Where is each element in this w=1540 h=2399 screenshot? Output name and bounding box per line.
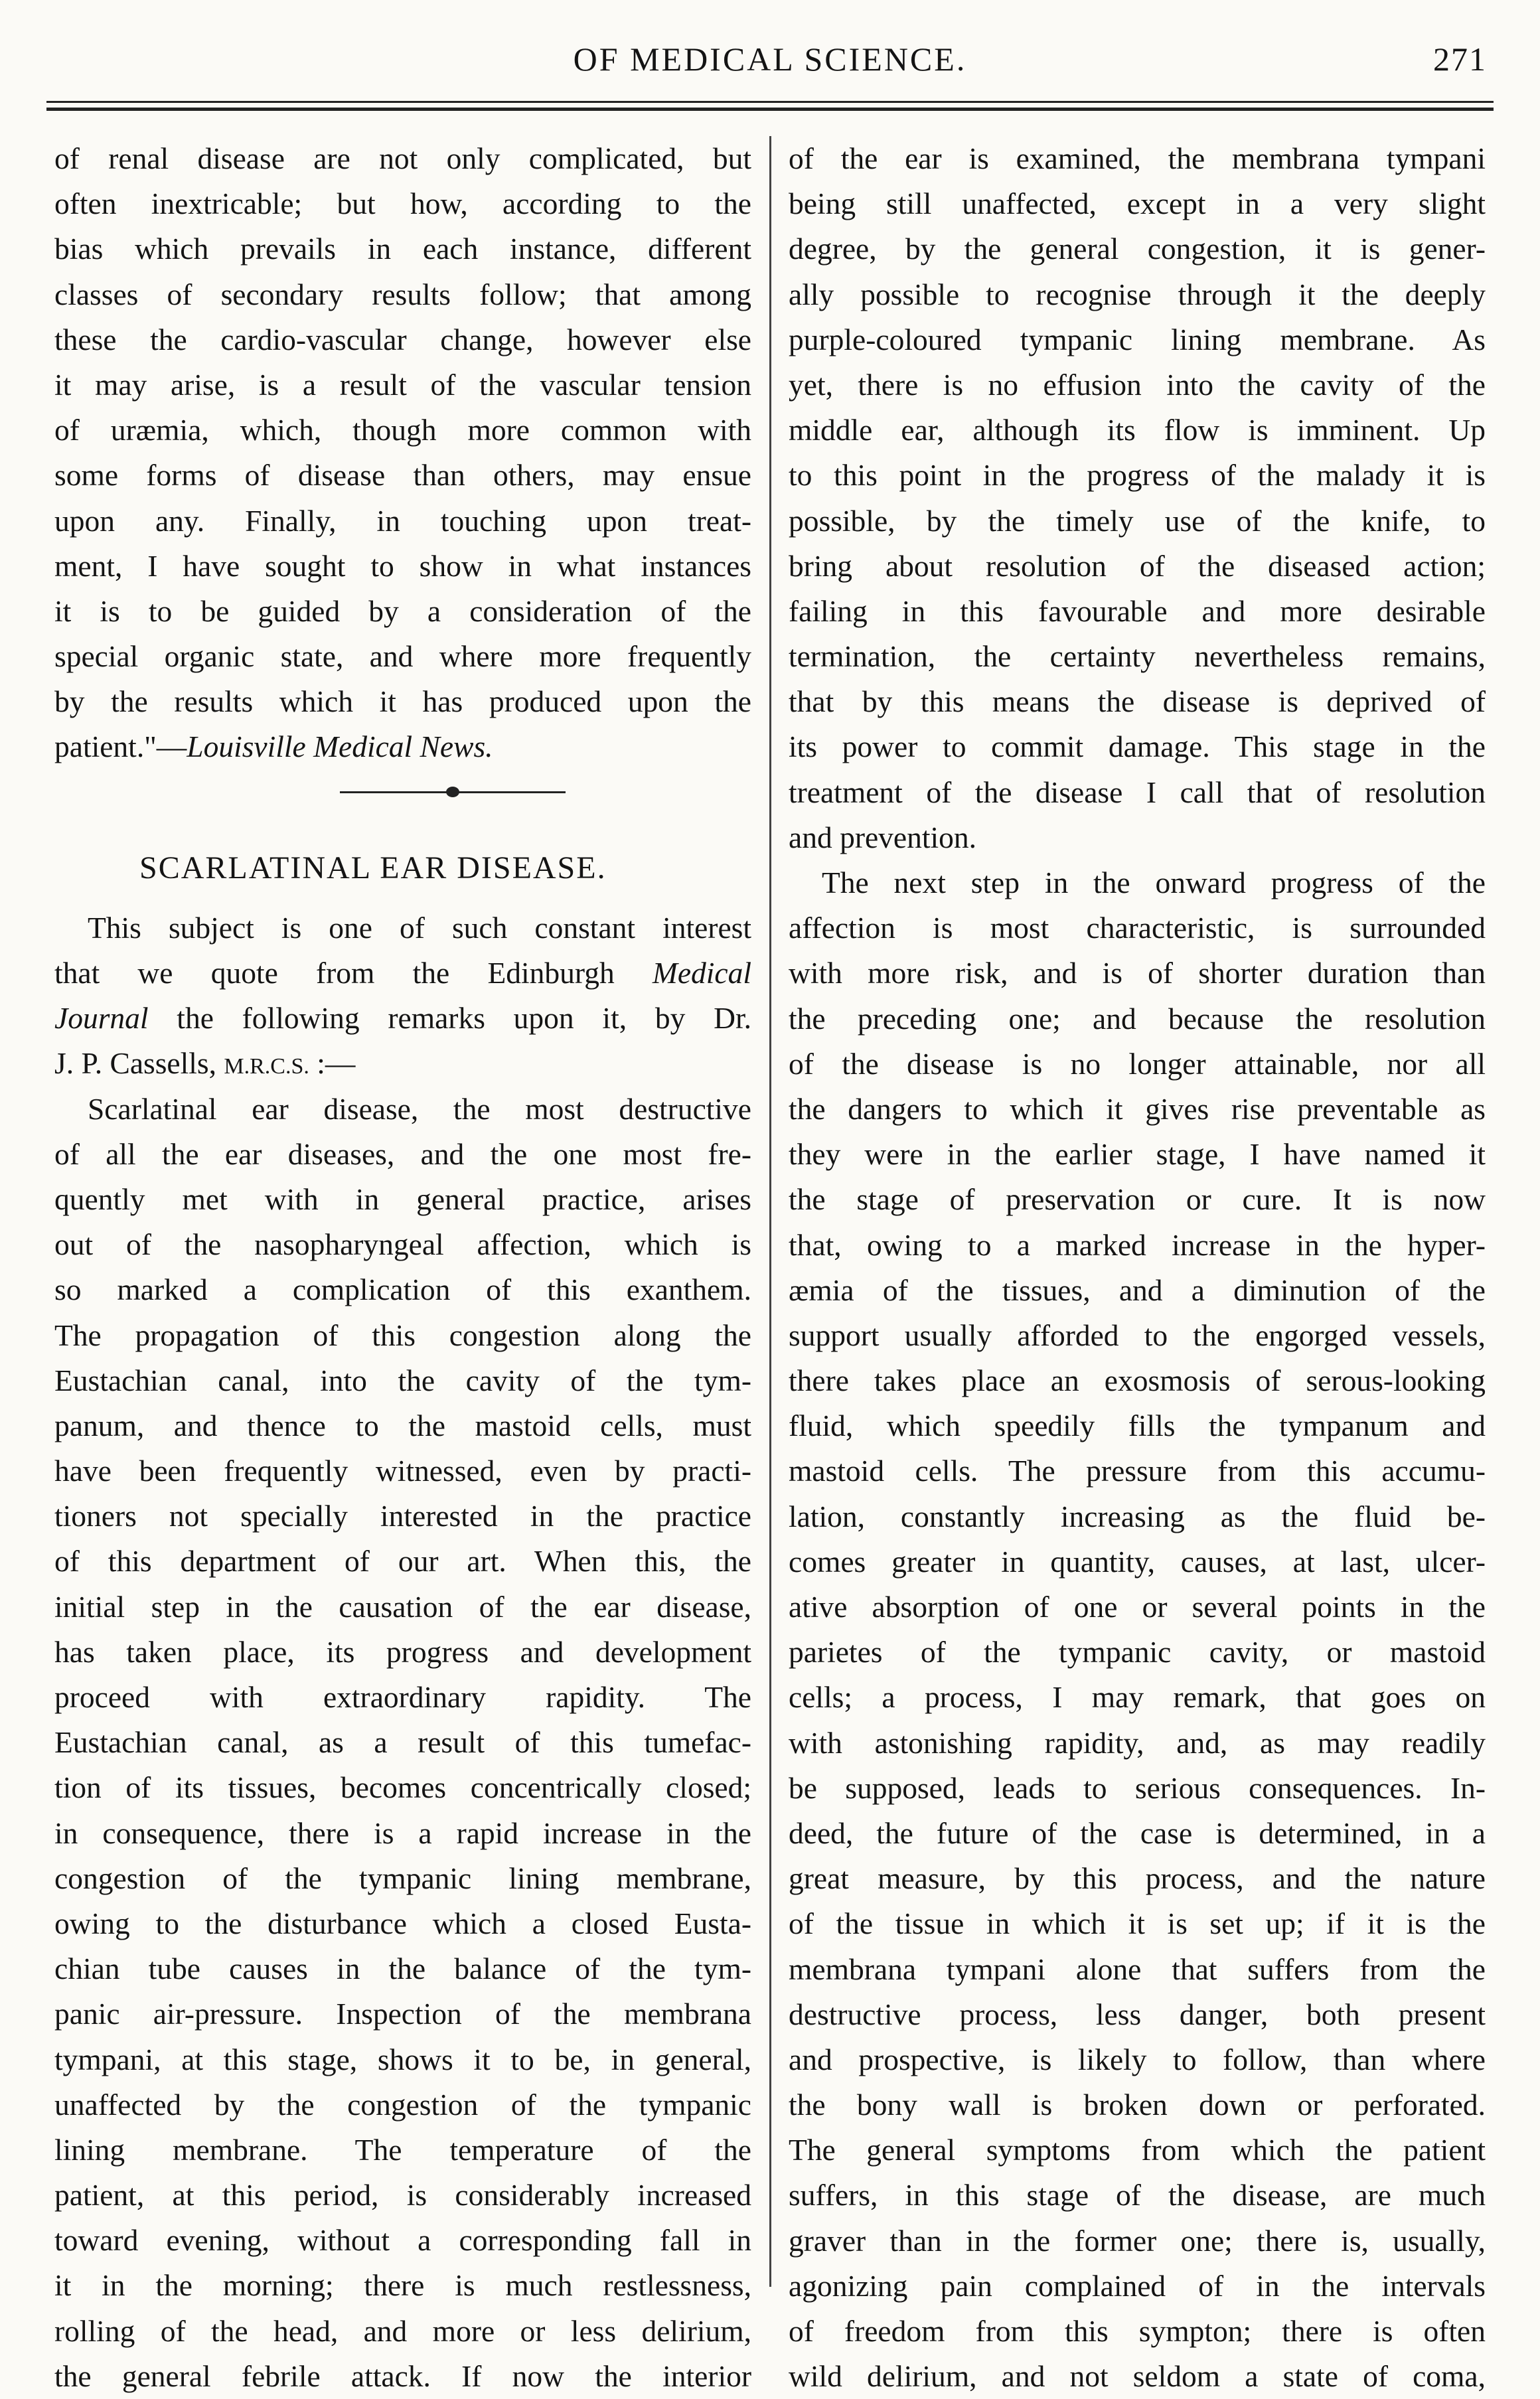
text-line: have been frequently witnessed, even by practi- [54,1454,751,1488]
text-line: wild delirium, and not seldom a state of coma, [789,2359,1486,2394]
text-line: the preceding one; and because the resolution [789,1001,1486,1036]
text-line: proceed with extraordinary rapidity. The [54,1680,751,1714]
text-line: of uræmia, which, though more common with [54,413,751,447]
text-line: treatment of the disease I call that of resolution [789,775,1486,809]
text-line: termination, the certainty nevertheless remains, [789,639,1486,674]
text-line: failing in this favourable and more desirable [789,593,1486,628]
text-line: the general febrile attack. If now the interior [54,2359,751,2393]
text-line: and prospective, is likely to follow, than where [789,2042,1486,2076]
text-line: The general symptoms from which the patient [789,2133,1486,2167]
text-line: so marked a complication of this exanthem. [54,1273,751,1307]
ornament-dot [446,787,459,797]
text-line: middle ear, although its flow is imminent. Up [789,413,1486,447]
text-line: bias which prevails in each instance, different [54,232,751,266]
text-line: congestion of the tympanic lining membrane, [54,1861,751,1895]
text-line: comes greater in quantity, causes, at last, ulcer- [789,1544,1486,1579]
text-line: Eustachian canal, into the cavity of the tym- [54,1363,751,1397]
text-line: deed, the future of the case is determined, in a [789,1816,1486,1850]
text-line: parietes of the tympanic cavity, or mastoid [789,1635,1486,1669]
text-line: it may arise, is a result of the vascular tension [54,367,751,402]
text-line: by the results which it has produced upon the [54,684,751,719]
text-line: Eustachian canal, as a result of this tumefac- [54,1725,751,1760]
ornament-rule [340,786,566,798]
section-heading: SCARLATINAL EAR DISEASE. [139,850,607,886]
text-line: of the ear is examined, the membrana tympani [789,141,1486,175]
author-degree: M.R.C.S. [224,1054,309,1079]
author-name: J. P. Cassells, [54,1046,224,1081]
text-line: bring about resolution of the diseased action; [789,548,1486,583]
text-line: out of the nasopharyngeal affection, which is [54,1227,751,1262]
right-column [789,136,1486,2394]
right-paragraph-next-step [789,860,1486,2399]
intro-line-3 [54,996,751,1041]
intro-line-2-text: that we quote from the Edinburgh [54,956,653,990]
text-line: the stage of preservation or cure. It is now [789,1182,1486,1217]
text-line: of freedom from this sympton; there is often [789,2314,1486,2348]
journal-title-part2: Journal [54,1001,149,1036]
section-separator [54,770,751,815]
left-paragraph-renal-disease [54,136,751,724]
running-title: OF MEDICAL SCIENCE. [573,40,967,78]
text-line: classes of secondary results follow; that among [54,277,751,311]
text-line: some forms of disease than others, may ensue [54,458,751,493]
text-line: in consequence, there is a rapid increase in the [54,1816,751,1850]
text-line: support usually afforded to the engorged vessels, [789,1318,1486,1352]
text-line: panic air-pressure. Inspection of the membrana [54,1997,751,2031]
text-line: suffers, in this stage of the disease, are much [789,2178,1486,2212]
quote-close: patient."— [54,730,187,764]
text-line: there takes place an exosmosis of serous-looking [789,1363,1486,1398]
text-line: the dangers to which it gives rise preventable as [789,1091,1486,1126]
text-line: being still unaffected, except in a very slight [789,187,1486,221]
text-line: with more risk, and is of shorter duration than [789,956,1486,990]
text-line: æmia of the tissues, and a diminution of the [789,1273,1486,1307]
column-divider [769,136,771,2287]
text-line: these the cardio-vascular change, however else [54,322,751,356]
text-line: with astonishing rapidity, and, as may readily [789,1725,1486,1760]
text-line: fluid, which speedily fills the tympanum and [789,1409,1486,1443]
text-line: the bony wall is broken down or perforated. [789,2088,1486,2122]
text-line: of the disease is no longer attainable, nor all [789,1046,1486,1081]
intro-line-3-text: the following remarks upon it, by Dr. [148,1001,751,1036]
text-line: owing to the disturbance which a closed Eusta- [54,1906,751,1940]
text-line: membrana tympani alone that suffers from the [789,1952,1486,1986]
journal-title-part1: Medical [652,956,751,990]
text-line: tympani, at this stage, shows it to be, in general, [54,2042,751,2076]
text-line: chian tube causes in the balance of the tym- [54,1952,751,1986]
text-line: upon any. Finally, in touching upon treat- [54,503,751,538]
right-paragraph-examination [789,136,1486,815]
text-line: lining membrane. The temperature of the [54,2132,751,2167]
text-line: possible, by the timely use of the knife, to [789,503,1486,538]
text-line: cells; a process, I may remark, that goes on [789,1680,1486,1715]
text-line: of renal disease are not only complicated, but [54,141,751,175]
text-line: of this department of our art. When this, the [54,1544,751,1579]
text-line: lation, constantly increasing as the fluid be- [789,1499,1486,1533]
text-line: The propagation of this congestion along the [54,1318,751,1352]
quote-attribution-line [54,724,751,769]
text-line: The next step in the onward progress of the [822,866,1486,899]
header-rule-thick [46,108,1494,111]
text-line: to this point in the progress of the malady it is [789,458,1486,493]
text-line: be supposed, leads to serious consequences. In- [789,1770,1486,1805]
text-line: agonizing pain complained of in the intervals [789,2268,1486,2303]
text-line: toward evening, without a corresponding fall in [54,2223,751,2258]
text-line: patient, at this period, is considerably increased [54,2178,751,2212]
intro-line-4-end: :— [309,1046,356,1081]
text-line: great measure, by this process, and the nature [789,1861,1486,1896]
text-line: often inextricable; but how, according to the [54,187,751,221]
text-line: its power to commit damage. This stage in the [789,730,1486,764]
page-number: 271 [1433,40,1487,78]
header-rule-thin [46,101,1494,103]
text-line: rolling of the head, and more or less delirium, [54,2313,751,2348]
text-line: ment, I have sought to show in what instances [54,548,751,583]
text-line: special organic state, and where more frequently [54,639,751,674]
text-line: destructive process, less danger, both present [789,1997,1486,2031]
text-line: graver than in the former one; there is, usually, [789,2223,1486,2258]
text-line: Scarlatinal ear disease, the most destructive [88,1091,751,1126]
text-line: it is to be guided by a consideration of the [54,593,751,628]
text-line: tioners not specially interested in the practice [54,1499,751,1533]
page-header [46,40,1494,100]
text-line: initial step in the causation of the ear disease, [54,1589,751,1624]
text-line: that by this means the disease is deprived of [789,684,1486,719]
text-line: quently met with in general practice, arises [54,1182,751,1216]
text-line: of the tissue in which it is set up; if it is the [789,1906,1486,1941]
text-line: it in the morning; there is much restlessness, [54,2268,751,2303]
text-line: affection is most characteristic, is surrounded [789,911,1486,945]
intro-line-2 [54,951,751,996]
intro-line-4 [54,1041,751,1086]
text-line: degree, by the general congestion, it is gener- [789,232,1486,266]
text-line: ative absorption of one or several points in the [789,1590,1486,1624]
text-line: mastoid cells. The pressure from this accumu- [789,1454,1486,1488]
text-line: purple-coloured tympanic lining membrane. As [789,322,1486,356]
intro-line-1: This subject is one of such constant interest [88,910,751,945]
left-paragraph-scarlatinal [54,1087,751,2399]
left-column [54,136,751,2393]
text-line: yet, there is no effusion into the cavity of the [789,367,1486,402]
paragraph-end-line: and prevention. [789,820,977,854]
text-line: of all the ear diseases, and the one most fre- [54,1136,751,1171]
text-line: panum, and thence to the mastoid cells, must [54,1408,751,1442]
source-citation: Louisville Medical News. [187,730,493,764]
text-line: that, owing to a marked increase in the hyper- [789,1227,1486,1262]
text-line: unaffected by the congestion of the tympanic [54,2087,751,2122]
text-line: tion of its tissues, becomes concentrically closed; [54,1770,751,1805]
text-line: ally possible to recognise through it the deeply [789,277,1486,311]
text-line: has taken place, its progress and development [54,1634,751,1669]
text-line: they were in the earlier stage, I have named it [789,1137,1486,1172]
